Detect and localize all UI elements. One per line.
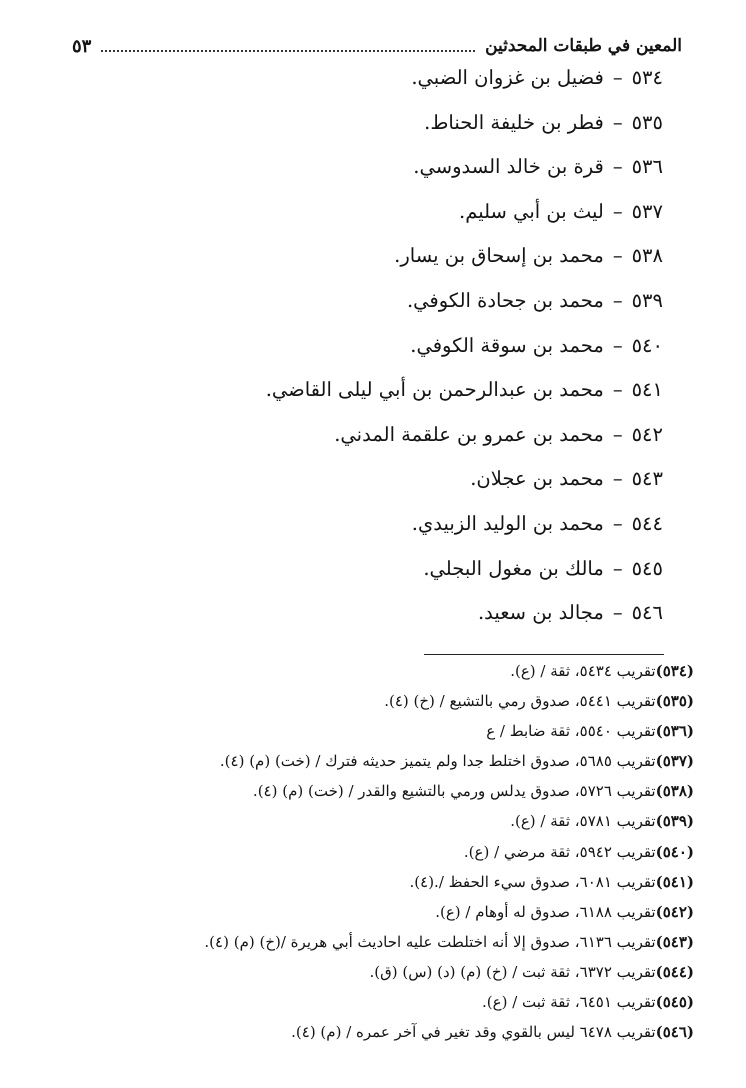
- footnote-text: تقريب ٥٧٨١، ثقة / (ع).: [510, 812, 656, 831]
- running-header: [72, 32, 682, 60]
- footnote-text: تقريب ٦١٣٦، صدوق إلا أنه اختلطت عليه احاديث أبي هريرة /(خ) (م) (٤).: [204, 932, 656, 951]
- entry-dash: –: [612, 244, 623, 268]
- footnote-text: تقريب ٥٤٣٤، ثقة / (ع).: [510, 662, 656, 680]
- entry-number: ٥٣٨: [631, 244, 663, 268]
- footnote: [54, 686, 694, 716]
- footnote-text: تقريب ٦١٨٨، صدوق له أوهام / (ع).: [435, 902, 656, 921]
- footnote-ref: (٥٤٠): [655, 842, 694, 861]
- footnote-ref: (٥٣٩): [655, 812, 694, 831]
- entry-name: قرة بن خالد السدوسي.: [413, 155, 604, 179]
- footnote: [54, 897, 694, 927]
- entry-number: ٥٣٦: [631, 155, 663, 179]
- entry-name: محمد بن عمرو بن علقمة المدني.: [334, 422, 604, 446]
- footnote: [54, 867, 694, 897]
- footnote-ref: (٥٣٤): [655, 662, 694, 680]
- narrator-entry: [103, 461, 663, 506]
- book-title: المعين في طبقات المحدثين: [485, 36, 682, 56]
- footnote-text: تقريب ٦٤٧٨ ليس بالقوي وقد تغير في آخر عمره / (م) (٤).: [291, 1023, 656, 1042]
- entry-dash: –: [612, 422, 623, 446]
- footnote-ref: (٥٤٤): [655, 962, 694, 981]
- footnote: [54, 837, 694, 867]
- entry-number: ٥٤٦: [631, 601, 663, 625]
- footnote-ref: (٥٤٣): [655, 932, 694, 951]
- narrator-entry: [103, 238, 663, 283]
- entry-number: ٥٣٧: [631, 199, 663, 223]
- footnote-separator: [424, 654, 664, 655]
- narrator-entry: [103, 283, 663, 328]
- footnote-ref: (٥٣٥): [655, 692, 694, 711]
- entry-dash: –: [612, 199, 623, 223]
- footnote-text: تقريب ٥٥٤٠، ثقة ضابط / ع: [486, 722, 656, 741]
- narrator-entry: [103, 149, 663, 194]
- entry-number: ٥٤٥: [631, 556, 663, 580]
- narrator-entry: [103, 417, 663, 462]
- footnote: [54, 806, 694, 836]
- entry-name: فضيل بن غزوان الضبي.: [411, 66, 604, 89]
- entry-dash: –: [612, 556, 623, 580]
- footnote: [54, 957, 694, 987]
- entry-number: ٥٤٤: [631, 511, 663, 535]
- page-number: ٥٣: [72, 35, 92, 57]
- entry-name: محمد بن عبدالرحمن بن أبي ليلى القاضي.: [265, 378, 604, 402]
- narrator-entry: [103, 328, 663, 373]
- entry-dash: –: [612, 511, 623, 535]
- footnote-ref: (٥٣٧): [655, 752, 694, 771]
- header-dot-leader: [101, 50, 475, 52]
- footnote-ref: (٥٣٦): [655, 722, 694, 741]
- footnote: [54, 656, 694, 686]
- entry-number: ٥٣٥: [631, 110, 663, 134]
- footnote: [54, 776, 694, 806]
- narrator-entry: [103, 105, 663, 150]
- footnote-ref: (٥٣٨): [655, 782, 694, 801]
- narrator-entry: [103, 372, 663, 417]
- entry-dash: –: [612, 155, 623, 179]
- entry-name: محمد بن الوليد الزبيدي.: [411, 511, 604, 535]
- footnote-text: تقريب ٥٩٤٢، ثقة مرضي / (ع).: [463, 842, 656, 861]
- footnote-text: تقريب ٦٠٨١، صدوق سيء الحفظ /.(٤).: [409, 872, 656, 891]
- entry-name: مجالد بن سعيد.: [477, 601, 604, 625]
- entry-dash: –: [612, 66, 623, 89]
- entry-number: ٥٣٤: [631, 66, 663, 89]
- entry-dash: –: [612, 288, 623, 312]
- entry-name: محمد بن عجلان.: [470, 467, 604, 491]
- footnote: [54, 927, 694, 957]
- entry-name: محمد بن جحادة الكوفي.: [406, 288, 604, 312]
- footnote: [54, 987, 694, 1017]
- footnote-text: تقريب ٥٦٨٥، صدوق اختلط جدا ولم يتميز حديثه فترك / (خت) (م) (٤).: [219, 752, 656, 771]
- entry-dash: –: [612, 110, 623, 134]
- entry-dash: –: [612, 601, 623, 625]
- entry-number: ٥٣٩: [631, 288, 663, 312]
- footnote-text: تقريب ٦٣٧٢، ثقة ثبت / (خ) (م) (د) (س) (ق).: [369, 962, 656, 981]
- entry-name: محمد بن سوقة الكوفي.: [410, 333, 604, 357]
- entry-number: ٥٤١: [631, 378, 663, 402]
- entry-name: مالك بن مغول البجلي.: [423, 556, 604, 580]
- footnote: [54, 746, 694, 776]
- entry-number: ٥٤٣: [631, 467, 663, 491]
- narrator-entry: [103, 506, 663, 551]
- footnote-ref: (٥٤٢): [655, 902, 694, 921]
- footnote-text: تقريب ٥٤٤١، صدوق رمي بالتشيع / (خ) (٤).: [384, 692, 656, 711]
- footnote-ref: (٥٤٥): [655, 993, 694, 1012]
- footnote: [54, 1017, 694, 1047]
- footnote-ref: (٥٤٦): [655, 1023, 694, 1042]
- narrator-entry: [103, 595, 663, 640]
- narrator-entry: [103, 194, 663, 239]
- entry-number: ٥٤٠: [631, 333, 663, 357]
- entry-name: محمد بن إسحاق بن يسار.: [394, 244, 604, 268]
- narrator-list: [103, 60, 663, 640]
- narrator-entry: [103, 551, 663, 596]
- footnotes: [54, 656, 694, 1047]
- entry-dash: –: [612, 467, 623, 491]
- entry-dash: –: [612, 378, 623, 402]
- footnote-text: تقريب ٦٤٥١، ثقة ثبت / (ع).: [482, 993, 656, 1012]
- footnote-text: تقريب ٥٧٢٦، صدوق يدلس ورمي بالتشيع والقدر / (خت) (م) (٤).: [252, 782, 656, 801]
- entry-name: فطر بن خليفة الحناط.: [424, 110, 604, 134]
- entry-dash: –: [612, 333, 623, 357]
- footnote: [54, 716, 694, 746]
- entry-number: ٥٤٢: [631, 422, 663, 446]
- narrator-entry: [103, 60, 663, 105]
- footnote-ref: (٥٤١): [655, 872, 694, 891]
- entry-name: ليث بن أبي سليم.: [459, 199, 604, 223]
